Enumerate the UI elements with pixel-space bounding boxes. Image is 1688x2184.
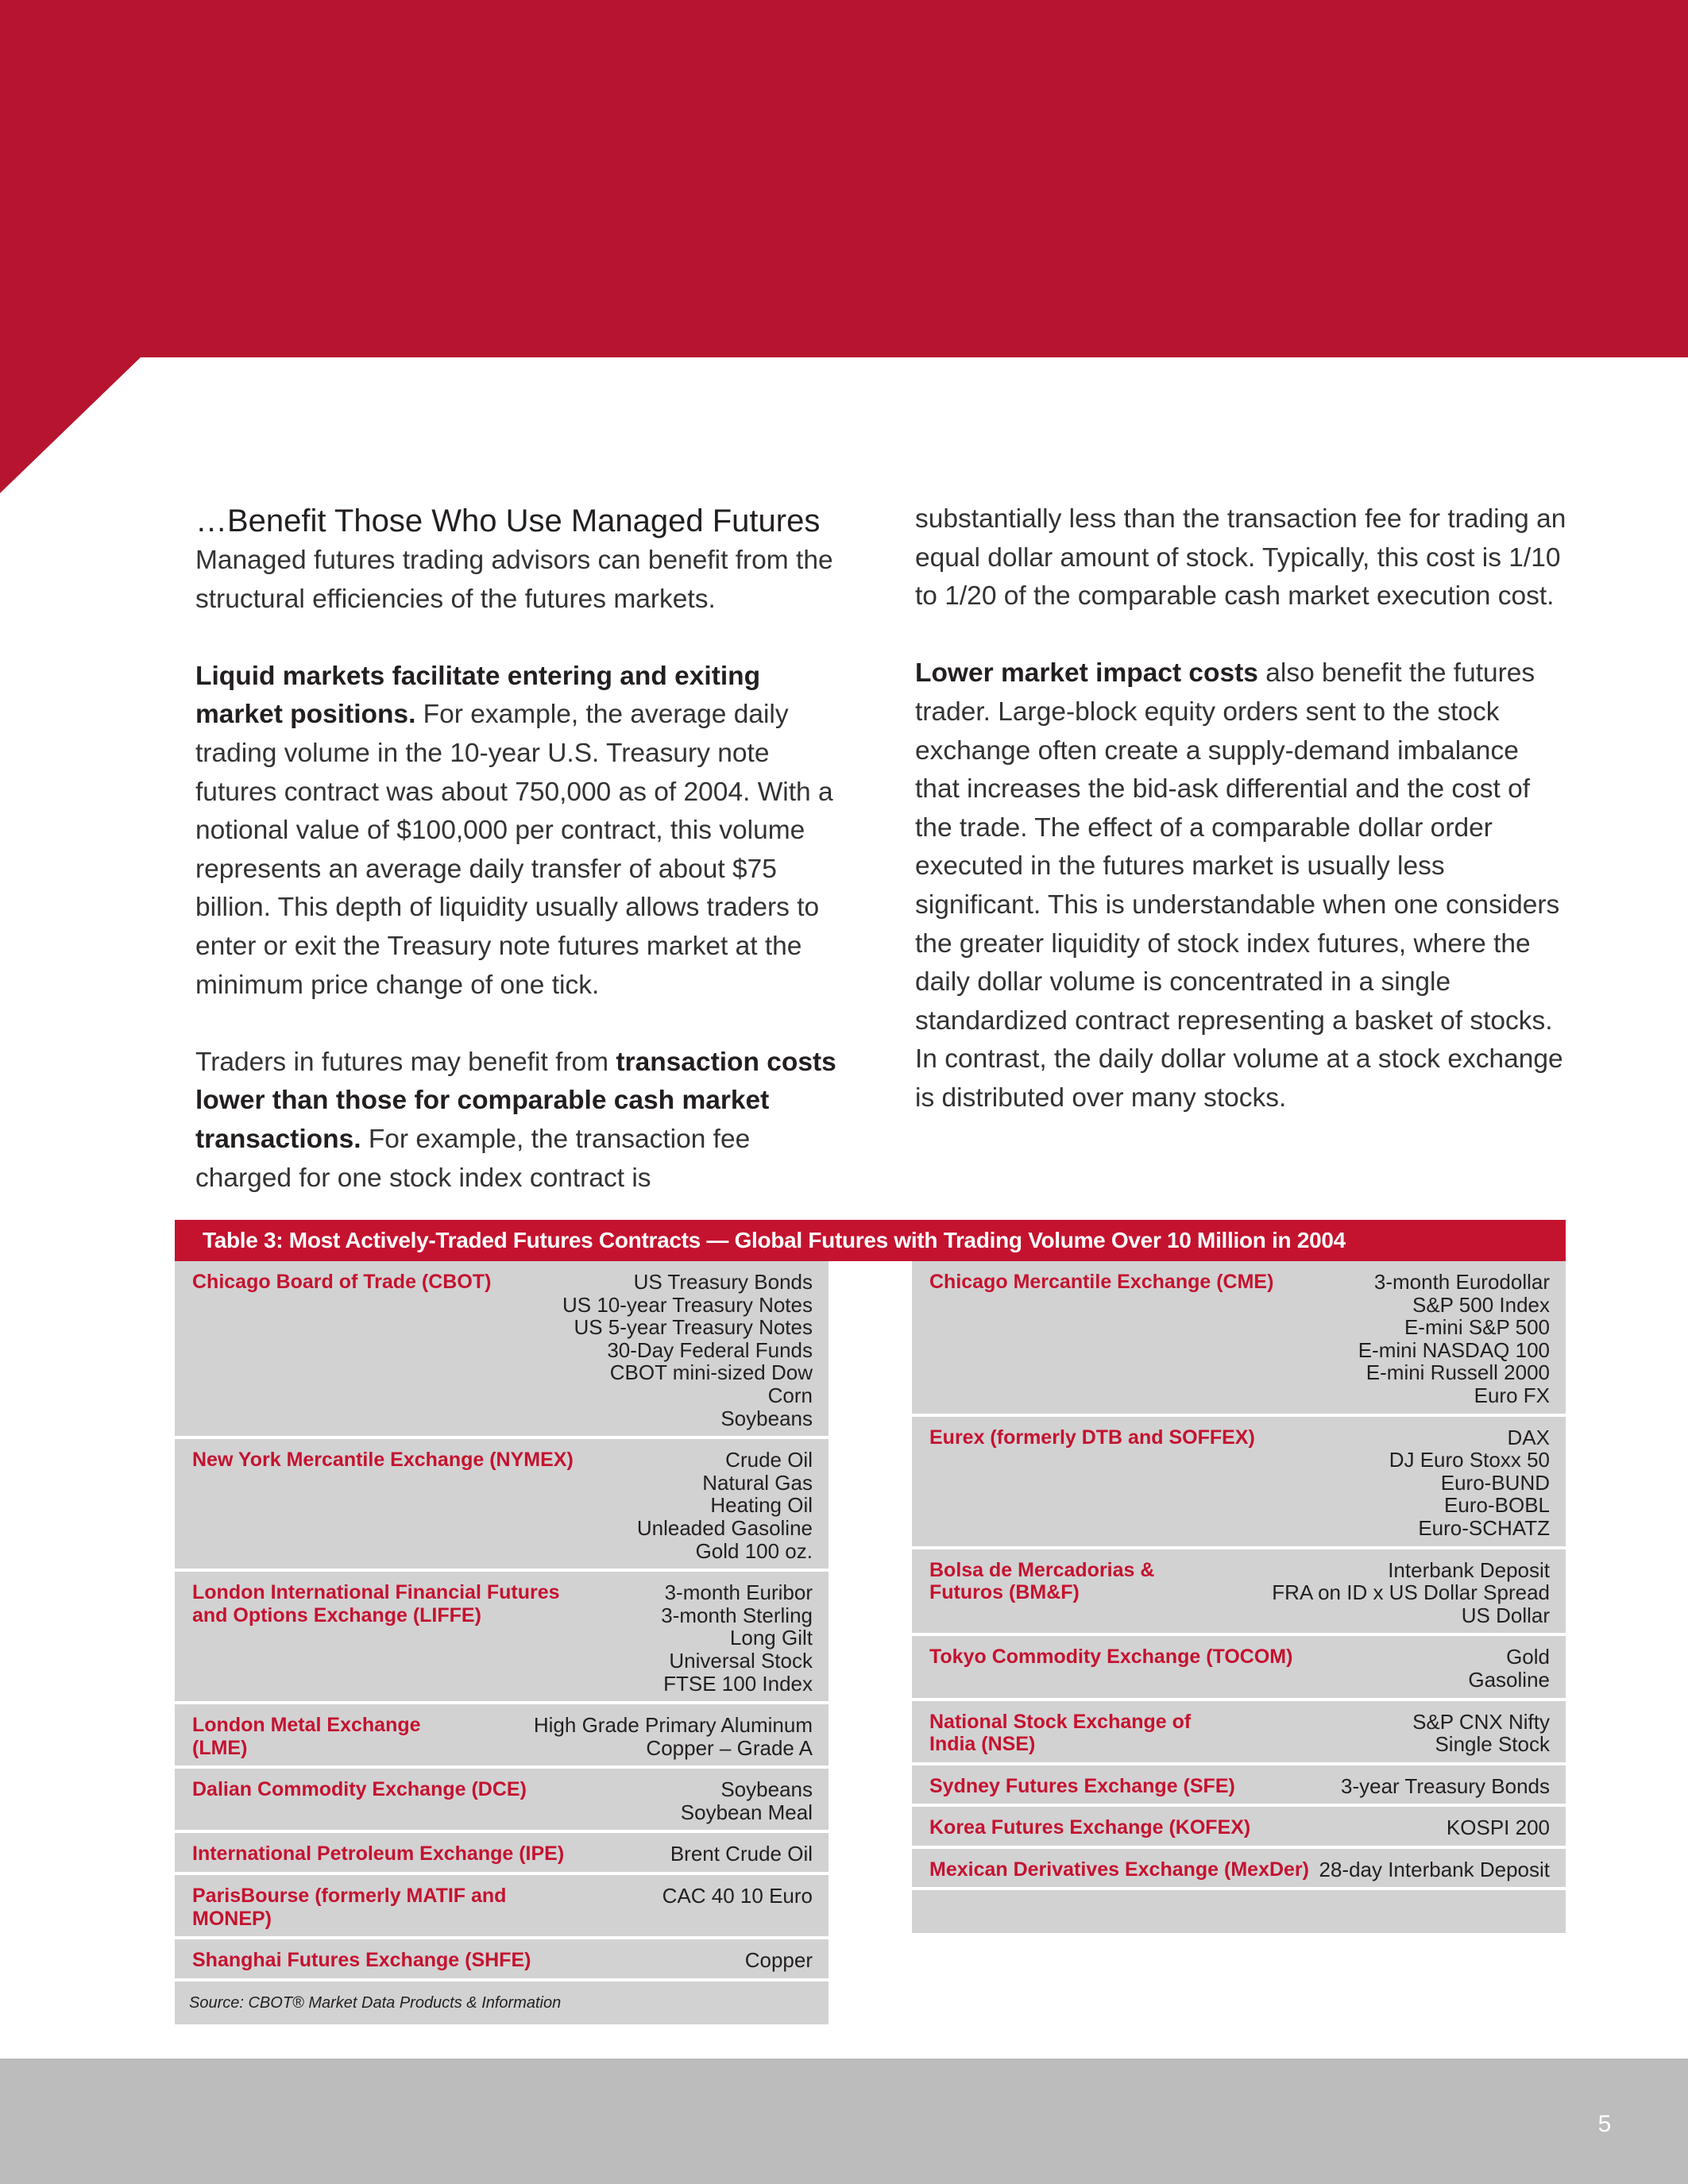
article-left-column xyxy=(195,500,839,1237)
contract-list xyxy=(1447,1816,1550,1839)
table-row xyxy=(912,1701,1566,1765)
contract-list xyxy=(1468,1646,1550,1691)
contract-item: Soybeans xyxy=(720,1406,813,1430)
table-title: Table 3: Most Actively-Traded Futures Contracts — Global Futures with Trading Volume Over 10 Million in 2004 xyxy=(175,1220,1566,1261)
contract-item: S&P CNX Nifty xyxy=(1412,1709,1550,1734)
exchange-name: Shanghai Futures Exchange (SHFE) xyxy=(192,1949,531,1972)
market-impact-lead: Lower market impact costs xyxy=(915,658,1258,689)
transaction-cost-pre: Traders in futures may benefit from xyxy=(195,1047,616,1077)
contract-item: Single Stock xyxy=(1435,1732,1550,1757)
contract-item: US Treasury Bonds xyxy=(633,1270,813,1294)
contract-list xyxy=(745,1949,813,1972)
contract-item: Copper xyxy=(744,1948,813,1973)
contract-item: CBOT mini-sized Dow xyxy=(609,1360,813,1385)
exchange-name: London International Financial Futures and Options Exchange (LIFFE) xyxy=(192,1581,560,1626)
contract-item: Interbank Deposit xyxy=(1388,1557,1550,1582)
market-impact-paragraph xyxy=(915,654,1566,1117)
table-row xyxy=(175,1439,829,1572)
contract-item: Heating Oil xyxy=(710,1493,813,1518)
contract-item: DJ Euro Stoxx 50 xyxy=(1389,1448,1550,1472)
contract-item: DAX xyxy=(1507,1425,1550,1449)
contract-list xyxy=(1358,1271,1550,1407)
exchange-name: Bolsa de Mercadorias & Futuros (BM&F) xyxy=(929,1558,1155,1604)
contract-item: Corn xyxy=(767,1383,813,1407)
exchange-name: Dalian Commodity Exchange (DCE) xyxy=(192,1778,527,1801)
contract-list xyxy=(637,1449,813,1562)
exchange-name: Chicago Board of Trade (CBOT) xyxy=(192,1271,492,1293)
contract-item: Gold xyxy=(1506,1645,1550,1669)
contract-item: Gold 100 oz. xyxy=(695,1538,813,1563)
contract-item: Euro-BOBL xyxy=(1444,1493,1550,1518)
exchange-name: National Stock Exchange of India (NSE) xyxy=(929,1710,1192,1756)
contract-item: 28-day Interbank Deposit xyxy=(1319,1857,1550,1881)
table-source-note: Source: CBOT® Market Data Products & Information xyxy=(175,1981,829,2024)
exchange-name: London Metal Exchange (LME) xyxy=(192,1714,421,1759)
transaction-cost-text: For example, the transaction fee charged for one stock index contract is xyxy=(195,1124,751,1193)
transaction-cost-continued: substantially less than the transaction fee for trading an equal dollar amount of stock. Typically, this cost is 1/10 to 1/20 of the comparable cash market execution cost. xyxy=(915,504,1566,612)
contract-item: 3-year Treasury Bonds xyxy=(1340,1773,1550,1798)
table-row xyxy=(912,1261,1566,1417)
table-row xyxy=(175,1572,829,1704)
table-row xyxy=(175,1939,829,1981)
table-left-column xyxy=(175,1261,829,2024)
contract-list xyxy=(661,1581,813,1695)
header-band xyxy=(0,0,1688,357)
table-row xyxy=(175,1769,829,1833)
contract-item: E-mini NASDAQ 100 xyxy=(1358,1337,1550,1362)
table-footer-blank xyxy=(912,1890,1566,1933)
contract-list xyxy=(1412,1711,1550,1756)
liquidity-text: For example, the average daily trading volume in the 10-year U.S. Treasury note futures contract was about 750,000 as of 2004. With a notional value of $100,000 per contract, this volume represents an average daily transfer of about $75 billion. This depth of liquidity usually allows traders to enter or exit the Treasury note futures market at the minimum price change of one tick. xyxy=(195,700,833,1000)
contract-item: FTSE 100 Index xyxy=(663,1671,813,1696)
exchange-name: International Petroleum Exchange (IPE) xyxy=(192,1843,565,1866)
contract-item: 3-month Sterling xyxy=(661,1603,813,1627)
table-row xyxy=(912,1636,1566,1700)
contract-item: CAC 40 10 Euro xyxy=(662,1884,813,1908)
futures-table xyxy=(175,1220,1566,2024)
exchange-name: Mexican Derivatives Exchange (MexDer) xyxy=(929,1858,1309,1881)
exchange-name: Chicago Mercantile Exchange (CME) xyxy=(929,1271,1274,1293)
contract-list xyxy=(670,1843,813,1866)
section-heading: …Benefit Those Who Use Managed Futures xyxy=(195,504,821,538)
contract-item: Soybeans xyxy=(720,1777,813,1802)
contract-item: E-mini Russell 2000 xyxy=(1365,1360,1550,1385)
contract-item: Brent Crude Oil xyxy=(670,1842,813,1866)
contract-item: FRA on ID x US Dollar Spread xyxy=(1272,1580,1550,1605)
table-row xyxy=(175,1261,829,1439)
table-row xyxy=(175,1875,829,1939)
contract-list xyxy=(681,1778,813,1823)
contract-list xyxy=(1272,1559,1550,1627)
contract-item: Long Gilt xyxy=(729,1626,813,1650)
article-right-column xyxy=(915,500,1566,1156)
contract-item: S&P 500 Index xyxy=(1412,1292,1550,1317)
exchange-name: New York Mercantile Exchange (NYMEX) xyxy=(192,1449,574,1472)
contract-item: Euro-SCHATZ xyxy=(1418,1515,1550,1540)
contract-list xyxy=(534,1714,813,1759)
contract-item: Universal Stock xyxy=(669,1648,813,1673)
table-row xyxy=(175,1704,829,1769)
footer-band xyxy=(0,2059,1688,2184)
contract-item: Euro FX xyxy=(1474,1383,1550,1407)
contract-item: 30-Day Federal Funds xyxy=(607,1337,813,1362)
contract-item: Soybean Meal xyxy=(680,1800,813,1824)
contract-item: Gasoline xyxy=(1468,1667,1550,1692)
transaction-cost-lead: transaction costs lower than those for comparable cash market transactions. xyxy=(195,1047,836,1154)
contract-item: Unleaded Gasoline xyxy=(636,1515,813,1540)
table-row xyxy=(175,1833,829,1875)
contract-item: US 5-year Treasury Notes xyxy=(574,1315,813,1340)
contract-item: US 10-year Treasury Notes xyxy=(562,1292,813,1317)
contract-list xyxy=(1319,1858,1550,1881)
contract-list xyxy=(662,1885,813,1930)
table-right-column xyxy=(912,1261,1566,2024)
intro-paragraph: Managed futures trading advisors can benefit from the structural efficiencies of the futures markets. xyxy=(195,546,833,614)
contract-list xyxy=(562,1271,813,1430)
table-row xyxy=(912,1765,1566,1808)
contract-item: High Grade Primary Aluminum xyxy=(533,1713,813,1738)
contract-list xyxy=(1341,1775,1550,1798)
exchange-name: Eurex (formerly DTB and SOFFEX) xyxy=(929,1426,1255,1449)
exchange-name: Tokyo Commodity Exchange (TOCOM) xyxy=(929,1646,1293,1669)
exchange-name: ParisBourse (formerly MATIF and MONEP) xyxy=(192,1885,507,1930)
contract-item: Euro-BUND xyxy=(1440,1470,1550,1495)
contract-item: E-mini S&P 500 xyxy=(1404,1315,1550,1340)
transaction-cost-paragraph xyxy=(195,1044,839,1198)
table-row xyxy=(912,1849,1566,1891)
page-number: 5 xyxy=(1597,2111,1612,2137)
table-row xyxy=(912,1549,1566,1637)
exchange-name: Korea Futures Exchange (KOFEX) xyxy=(929,1816,1251,1839)
exchange-name: Sydney Futures Exchange (SFE) xyxy=(929,1774,1235,1797)
table-row xyxy=(912,1417,1566,1549)
liquidity-lead: Liquid markets facilitate entering and exiting market positions. xyxy=(195,661,761,730)
contract-item: Crude Oil xyxy=(725,1448,813,1472)
contract-item: 3-month Euribor xyxy=(664,1580,813,1605)
market-impact-text: also benefit the futures trader. Large-block equity orders sent to the stock exchange often create a supply-demand imbalance that increases the bid-ask differential and the cost of the trade. The effect of a comparable dollar order executed in the futures market is usually less significant. This is understandable when one considers the greater liquidity of stock index futures, where the daily dollar volume is concentrated in a single standardized contract representing a basket of stocks. In contrast, the daily dollar volume at a stock exchange is distributed over many stocks. xyxy=(915,658,1563,1113)
contract-list xyxy=(1389,1426,1550,1540)
contract-item: 3-month Eurodollar xyxy=(1373,1270,1550,1294)
liquidity-paragraph xyxy=(195,658,839,1005)
contract-item: KOSPI 200 xyxy=(1446,1815,1550,1840)
table-row xyxy=(912,1807,1566,1849)
contract-item: Natural Gas xyxy=(702,1470,813,1495)
contract-item: US Dollar xyxy=(1461,1603,1550,1627)
header-corner-decoration xyxy=(0,357,143,496)
contract-item: Copper – Grade A xyxy=(646,1735,813,1760)
